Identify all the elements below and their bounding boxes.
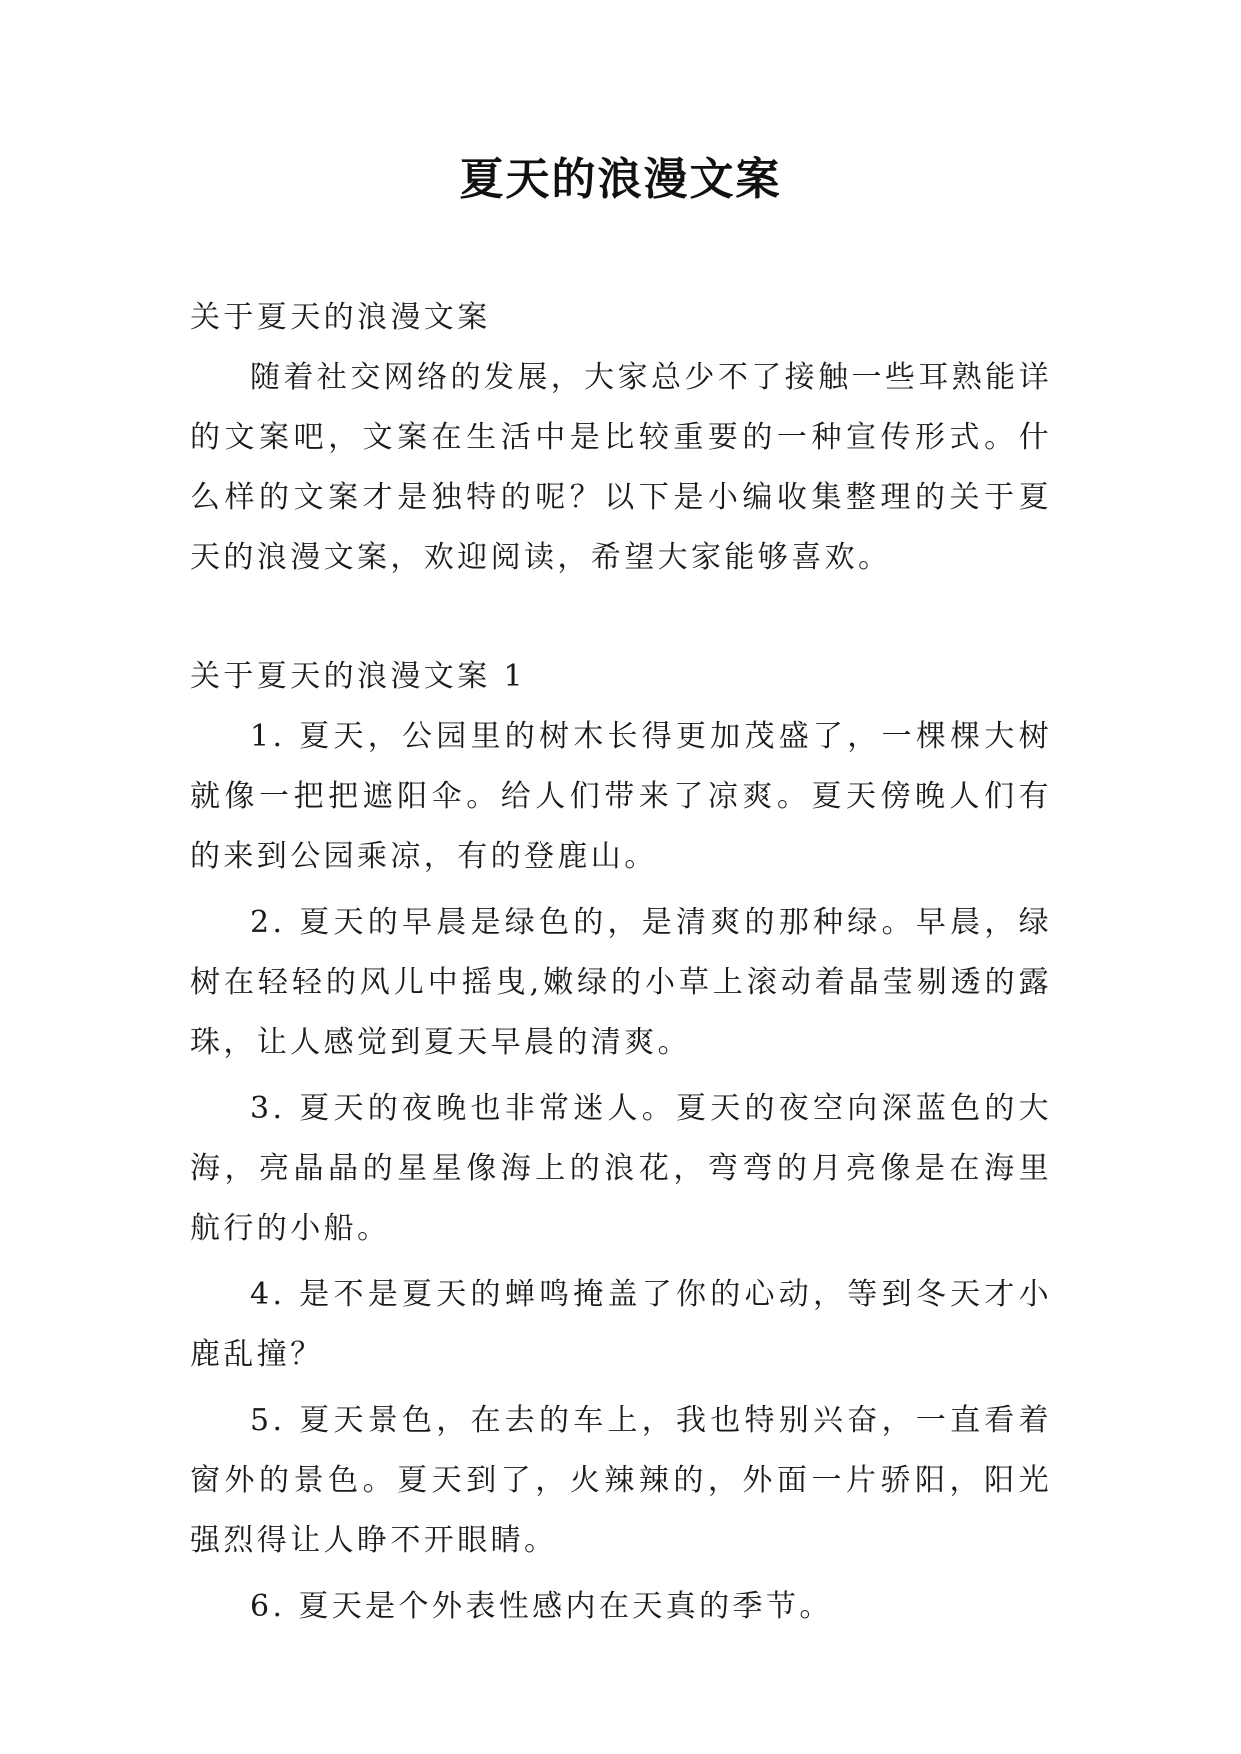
list-item: 4. 是不是夏天的蝉鸣掩盖了你的心动，等到冬天才小鹿乱撞？ [190, 1277, 1052, 1372]
list-item: 1. 夏天，公园里的树木长得更加茂盛了，一棵棵大树就像一把把遮阳伞。给人们带来了凉爽。夏天傍晚人们有的来到公园乘凉，有的登鹿山。 [190, 719, 1052, 874]
section-spacer [190, 588, 1052, 647]
intro-paragraph: 随着社交网络的发展，大家总少不了接触一些耳熟能详的文案吧，文案在生活中是比较重要的一种宣传形式。什么样的文案才是独特的呢？以下是小编收集整理的关于夏天的浪漫文案，欢迎阅读，希望大家能够喜欢。 [190, 360, 1052, 575]
list-item: 2. 夏天的早晨是绿色的，是清爽的那种绿。早晨，绿树在轻轻的风儿中摇曳,嫩绿的小草上滚动着晶莹剔透的露珠，让人感觉到夏天早晨的清爽。 [190, 905, 1052, 1060]
list-item: 3. 夏天的夜晚也非常迷人。夏天的夜空向深蓝色的大海，亮晶晶的星星像海上的浪花，弯弯的月亮像是在海里航行的小船。 [190, 1091, 1052, 1246]
intro-heading: 关于夏天的浪漫文案 [190, 300, 491, 335]
document-body [190, 288, 1052, 1643]
document-title: 夏天的浪漫文案 [459, 154, 782, 205]
list-item: 5. 夏天景色，在去的车上，我也特别兴奋，一直看着窗外的景色。夏天到了，火辣辣的，外面一片骄阳，阳光强烈得让人睁不开眼睛。 [190, 1403, 1052, 1558]
section-heading: 关于夏天的浪漫文案 1 [190, 659, 527, 694]
list-item: 6. 夏天是个外表性感内在天真的季节。 [250, 1589, 833, 1624]
